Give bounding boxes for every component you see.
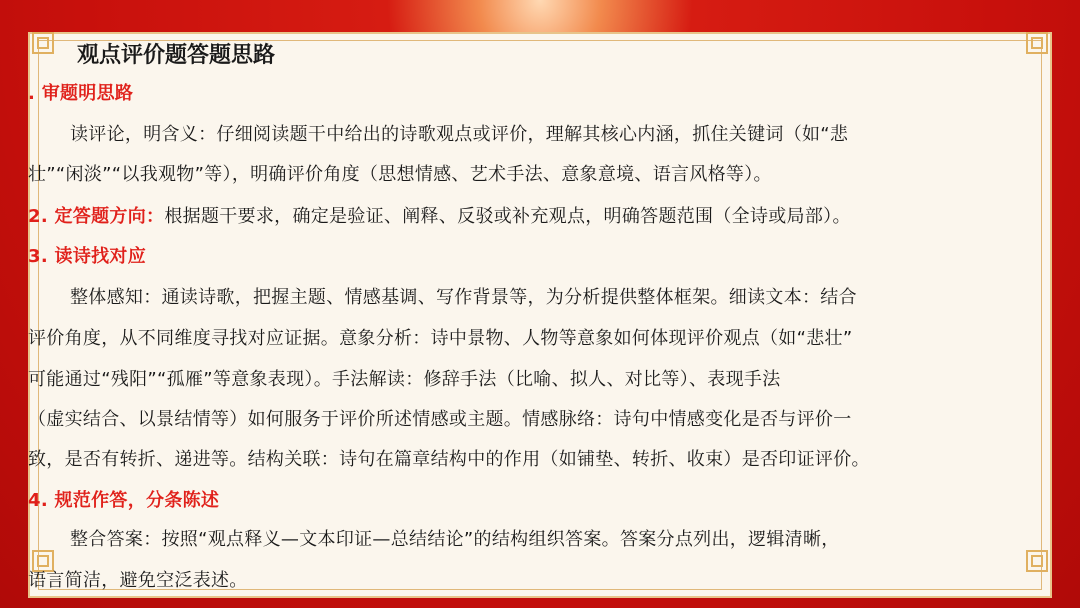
section-3-heading: 3. 读诗找对应 (28, 246, 147, 267)
section-1-line-1: 读评论，明含义：仔细阅读题干中给出的诗歌观点或评价，理解其核心内涵，抓住关键词（如“悲 (70, 124, 849, 145)
section-1-heading: . 审题明思路 (28, 83, 134, 104)
page-title: 观点评价题答题思路 (77, 43, 276, 68)
section-4-line-2: 语言简洁，避免空泛表述。 (28, 570, 248, 591)
section-3-line-4: （虚实结合、以景结情等）如何服务于评价所述情感或主题。情感脉络：诗句中情感变化是否与评价一 (28, 409, 852, 430)
section-3-line-2: 评价角度，从不同维度寻找对应证据。意象分析：诗中景物、人物等意象如何体现评价观点（如“悲壮” (28, 328, 853, 349)
section-2-body: 根据题干要求，确定是验证、阐释、反驳或补充观点，明确答题范围（全诗或局部）。 (164, 206, 851, 227)
section-3-line-5: 致，是否有转折、递进等。结构关联：诗句在篇章结构中的作用（如铺垫、转折、收束）是否印证评价。 (28, 449, 870, 470)
section-3-line-1: 整体感知：通读诗歌，把握主题、情感基调、写作背景等，为分析提供整体框架。细读文本：结合 (70, 287, 857, 308)
section-2-line (28, 202, 851, 228)
section-4-heading: 4. 规范作答，分条陈述 (28, 490, 220, 511)
section-4-line-1: 整合答案：按照“观点释义—文本印证—总结结论”的结构组织答案。答案分点列出，逻辑清晰， (70, 529, 840, 550)
section-2-heading: 2. 定答题方向： (28, 206, 165, 227)
section-1-line-2: 壮”“闲淡”“以我观物”等），明确评价角度（思想情感、艺术手法、意象意境、语言风格等）。 (28, 164, 772, 185)
section-3-line-3: 可能通过“残阳”“孤雁”等意象表现）。手法解读：修辞手法（比喻、拟人、对比等）、表现手法 (28, 369, 781, 390)
